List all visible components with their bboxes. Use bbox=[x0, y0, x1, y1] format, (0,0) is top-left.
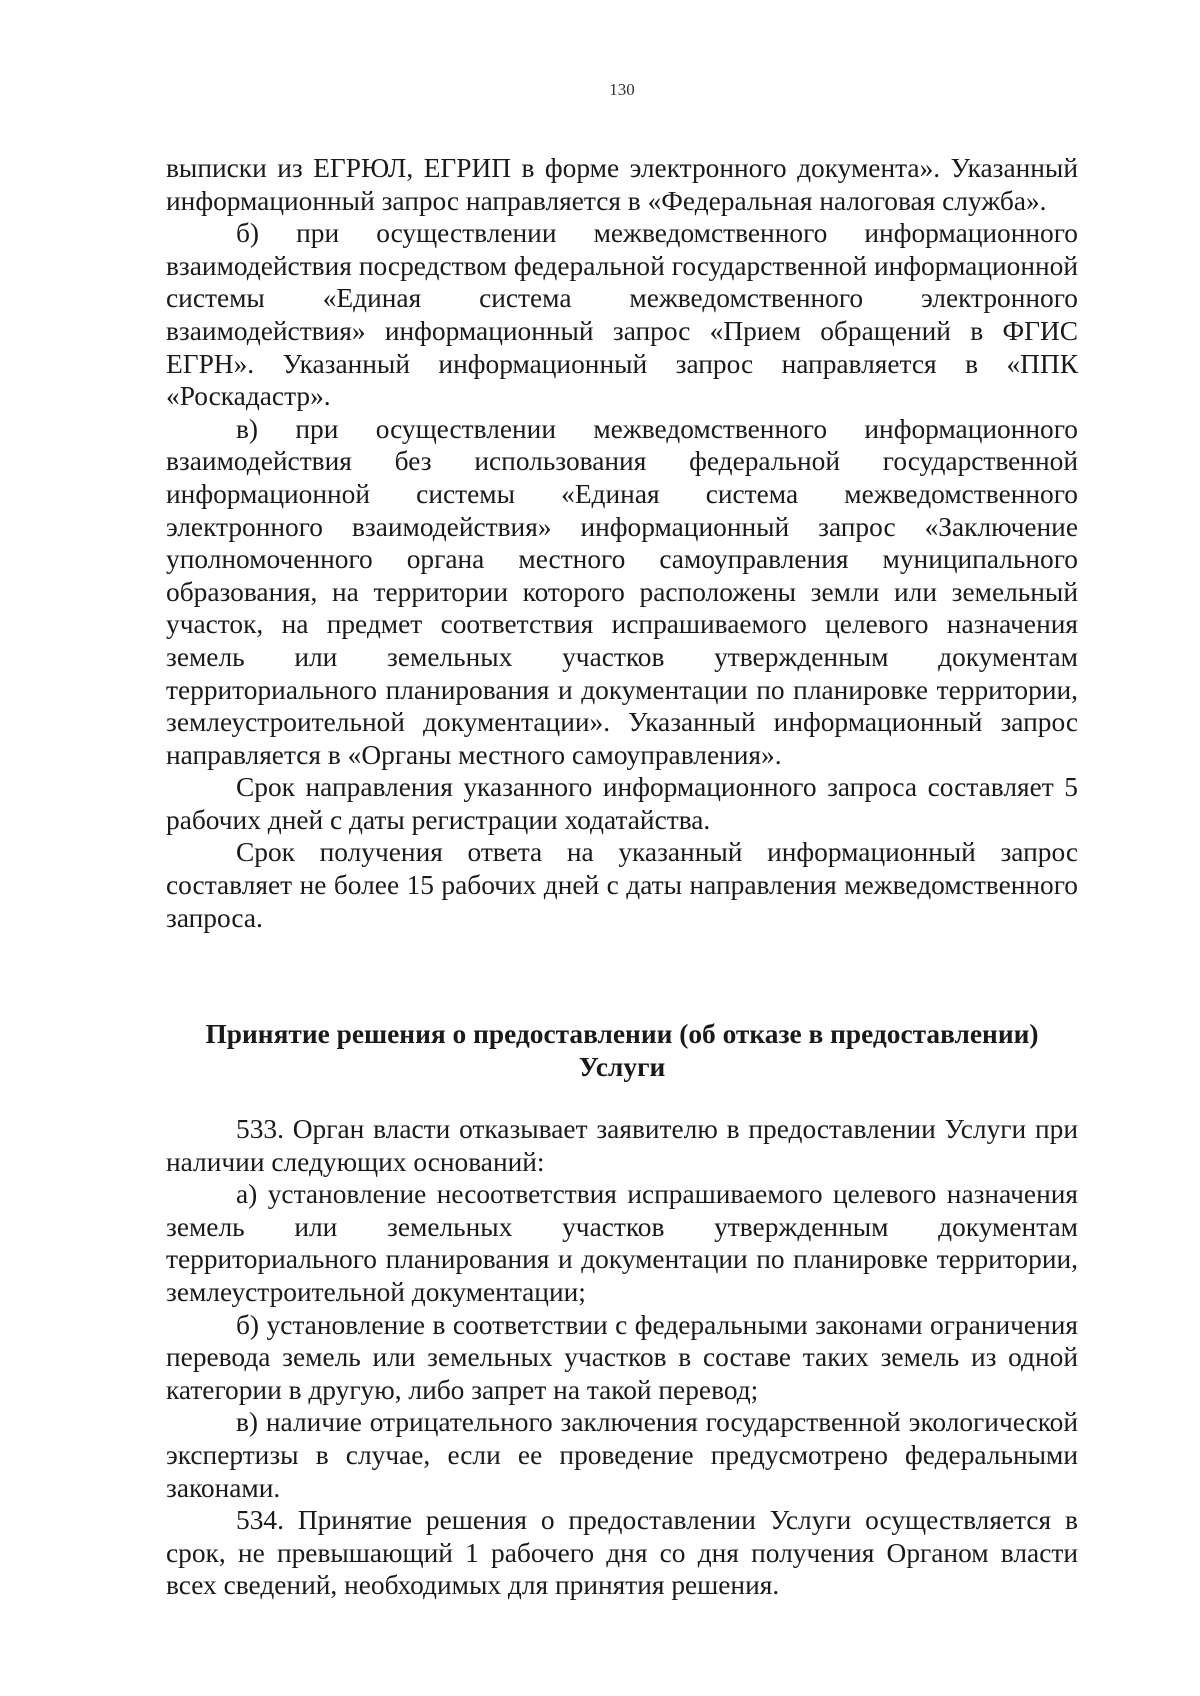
paragraph-item-b: б) при осуществлении межведомственного информационного взаимодействия посредством федеральной государственной информационной системы «Единая система межведомственного электронного взаимодействия» информационный запрос «Прием обращений в ФГИС ЕГРН». Указанный информационный запрос направляется в «ППК «Роскадастр». bbox=[166, 218, 1078, 412]
page-number: 130 bbox=[609, 80, 635, 99]
paragraph-item-v: в) при осуществлении межведомственного информационного взаимодействия без использования федеральной государственной информационной системы «Единая система межведомственного электронного взаимодействия» информационный запрос «Заключение уполномоченного органа местного самоуправления муниципального образования, на территории которого расположены земли или земельный участок, на предмет соответствия испрашиваемого целевого назначения земель или земельных участков утвержденным документам территориального планирования и документации по планировке территории, землеустроительной документации». Указанный информационный запрос направляется в «Органы местного самоуправления». bbox=[166, 413, 1078, 770]
body-text-section bbox=[166, 1113, 1078, 1602]
paragraph-continuation: выписки из ЕГРЮЛ, ЕГРИП в форме электронного документа». Указанный информационный запрос направляется в «Федеральная налоговая служба». bbox=[166, 153, 1078, 216]
section-heading-line2: Услуги bbox=[578, 1052, 666, 1082]
section-heading bbox=[166, 1018, 1078, 1084]
paragraph-534: 534. Принятие решения о предоставлении Услуги осуществляется в срок, не превышающий 1 рабочего дня со дня получения Органом власти всех сведений, необходимых для принятия решения. bbox=[166, 1505, 1078, 1601]
paragraph-533: 533. Орган власти отказывает заявителю в предоставлении Услуги при наличии следующих оснований: bbox=[166, 1114, 1078, 1177]
paragraph-response-deadline: Срок получения ответа на указанный информационный запрос составляет не более 15 рабочих дней с даты направления межведомственного запроса. bbox=[166, 837, 1078, 933]
paragraph-533-v: в) наличие отрицательного заключения государственной экологической экспертизы в случае, если ее проведение предусмотрено федеральными законами. bbox=[166, 1407, 1078, 1503]
paragraph-send-deadline: Срок направления указанного информационного запроса составляет 5 рабочих дней с даты регистрации ходатайства. bbox=[166, 772, 1078, 835]
body-text-top bbox=[166, 152, 1078, 934]
section-heading-line1: Принятие решения о предоставлении (об отказе в предоставлении) bbox=[205, 1019, 1039, 1049]
paragraph-533-a: а) установление несоответствия испрашиваемого целевого назначения земель или земельных участков утвержденным документам территориального планирования и документации по планировке территории, землеустроительной документации; bbox=[166, 1179, 1078, 1307]
paragraph-533-b: б) установление в соответствии с федеральными законами ограничения перевода земель или земельных участков в составе таких земель из одной категории в другую, либо запрет на такой перевод; bbox=[166, 1309, 1078, 1405]
